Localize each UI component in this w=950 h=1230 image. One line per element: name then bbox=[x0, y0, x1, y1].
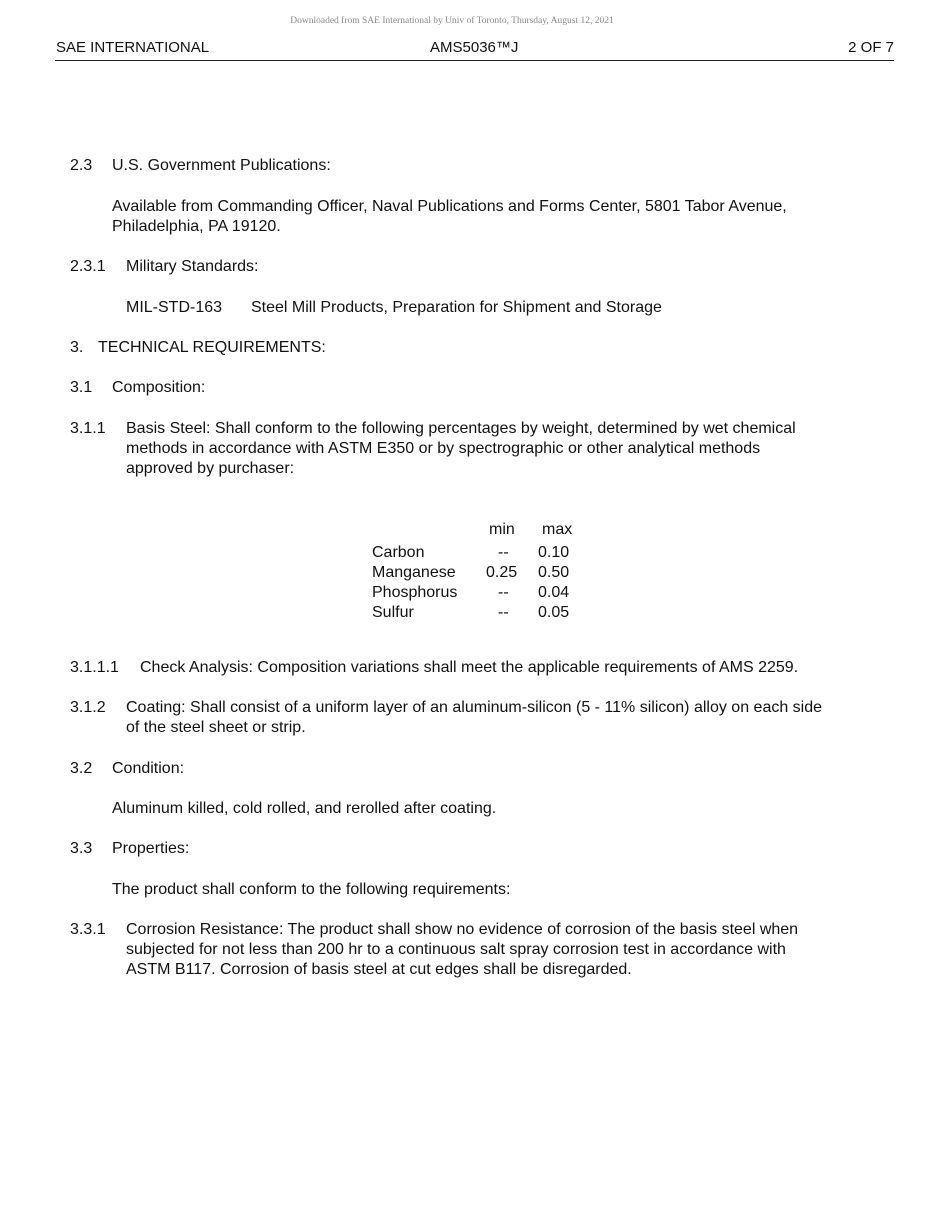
element-name: Carbon bbox=[372, 544, 425, 561]
max-value: 0.04 bbox=[538, 584, 570, 601]
column-header-min: min bbox=[489, 521, 515, 538]
min-value: -- bbox=[498, 604, 509, 621]
paragraph-line: of the steel sheet or strip. bbox=[126, 719, 306, 736]
paragraph-line: ASTM B117. Corrosion of basis steel at cut edges shall be disregarded. bbox=[126, 961, 632, 978]
section-number: 3.1 bbox=[70, 379, 93, 396]
section-number: 3.3 bbox=[70, 840, 93, 857]
paragraph-line: Available from Commanding Officer, Naval Publications and Forms Center, 5801 Tabor Avenue, bbox=[112, 198, 787, 215]
section-title: Composition: bbox=[112, 379, 206, 396]
paragraph-line: Corrosion Resistance: The product shall show no evidence of corrosion of the basis steel when bbox=[126, 921, 799, 938]
section-number: 2.3.1 bbox=[70, 258, 106, 275]
element-name: Phosphorus bbox=[372, 584, 458, 601]
section-number: 3.2 bbox=[70, 760, 93, 777]
paragraph-line: Aluminum killed, cold rolled, and rerolled after coating. bbox=[112, 800, 497, 817]
paragraph-line: Basis Steel: Shall conform to the following percentages by weight, determined by wet chemical bbox=[126, 420, 796, 437]
max-value: 0.10 bbox=[538, 544, 570, 561]
max-value: 0.05 bbox=[538, 604, 570, 621]
max-value: 0.50 bbox=[538, 564, 570, 581]
section-title: Condition: bbox=[112, 760, 185, 777]
standard-title: Steel Mill Products, Preparation for Shipment and Storage bbox=[251, 299, 662, 316]
section-title: Military Standards: bbox=[126, 258, 259, 275]
paragraph-line: The product shall conform to the following requirements: bbox=[112, 881, 511, 898]
paragraph-line: Check Analysis: Composition variations shall meet the applicable requirements of AMS 2259. bbox=[140, 659, 799, 676]
paragraph-line: Philadelphia, PA 19120. bbox=[112, 218, 281, 235]
section-title: TECHNICAL REQUIREMENTS: bbox=[98, 339, 326, 356]
min-value: -- bbox=[498, 584, 509, 601]
page-header bbox=[55, 38, 894, 61]
element-name: Manganese bbox=[372, 564, 456, 581]
paragraph-line: Coating: Shall consist of a uniform layer of an aluminum-silicon (5 - 11% silicon) alloy on each side bbox=[126, 699, 823, 716]
paragraph-line: approved by purchaser: bbox=[126, 460, 295, 477]
min-value: 0.25 bbox=[486, 564, 518, 581]
paragraph-line: methods in accordance with ASTM E350 or by spectrographic or other analytical methods bbox=[126, 440, 761, 457]
header-doc-id: AMS5036™J bbox=[430, 39, 519, 56]
section-number: 3.1.2 bbox=[70, 699, 106, 716]
section-title: Properties: bbox=[112, 840, 190, 857]
header-page-number: 2 OF 7 bbox=[848, 39, 894, 56]
download-watermark: Downloaded from SAE International by Univ of Toronto, Thursday, August 12, 2021 bbox=[290, 16, 614, 26]
column-header-max: max bbox=[542, 521, 573, 538]
section-number: 3. bbox=[70, 339, 84, 356]
header-publisher: SAE INTERNATIONAL bbox=[56, 39, 210, 56]
standard-id: MIL-STD-163 bbox=[126, 299, 223, 316]
element-name: Sulfur bbox=[372, 604, 414, 621]
section-number: 3.3.1 bbox=[70, 921, 106, 938]
section-number: 3.1.1 bbox=[70, 420, 106, 437]
min-value: -- bbox=[498, 544, 509, 561]
section-number: 2.3 bbox=[70, 157, 93, 174]
paragraph-line: subjected for not less than 200 hr to a continuous salt spray corrosion test in accordance with bbox=[126, 941, 786, 958]
section-title: U.S. Government Publications: bbox=[112, 157, 331, 174]
section-number: 3.1.1.1 bbox=[70, 659, 119, 676]
